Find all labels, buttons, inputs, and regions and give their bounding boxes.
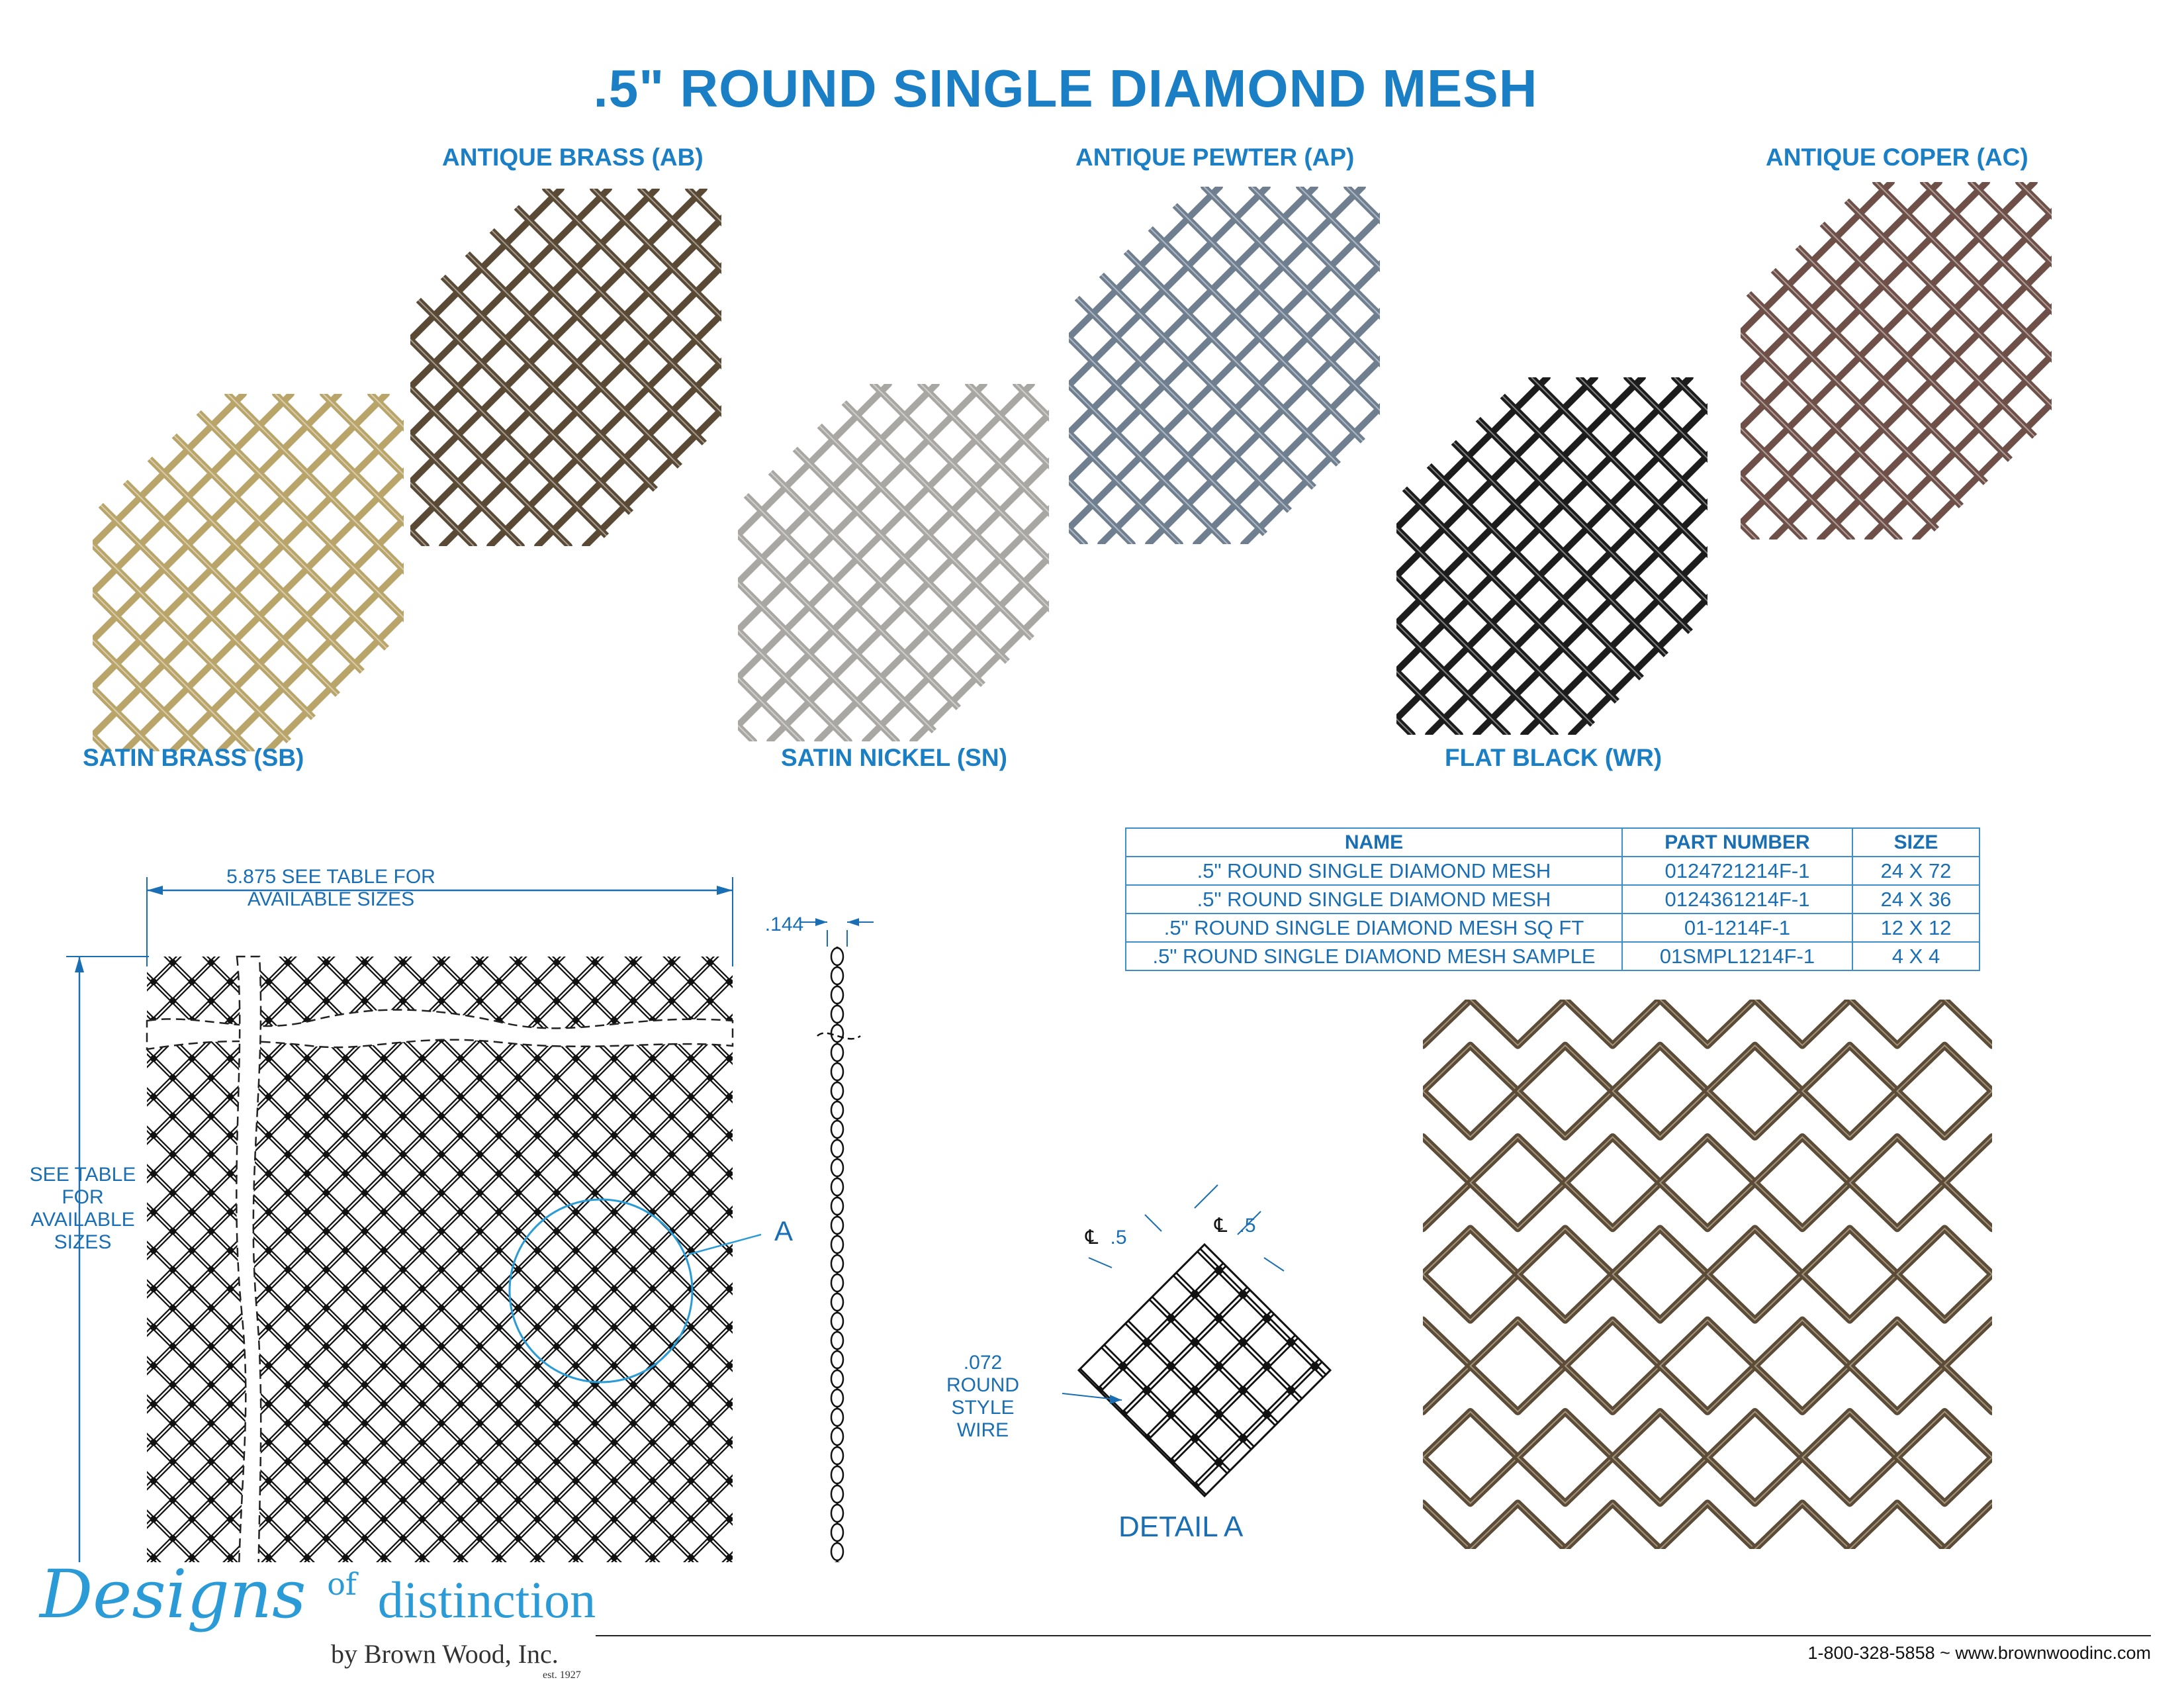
mesh-cell xyxy=(1707,1045,1802,1137)
header-name: NAME xyxy=(1126,828,1622,857)
profile-bead xyxy=(831,1255,843,1272)
finish-label-satin-nickel: SATIN NICKEL (SN) xyxy=(781,744,1007,771)
profile-bead xyxy=(831,1082,843,1100)
large-mesh-sample xyxy=(1423,1000,1992,1549)
mesh-cell xyxy=(1850,1320,1944,1411)
mesh-cell xyxy=(1944,1137,1992,1229)
profile-bead xyxy=(831,1524,843,1541)
mesh-cell xyxy=(1660,1137,1754,1229)
table-row xyxy=(1126,885,1979,914)
spec-table xyxy=(1125,827,1980,971)
mesh-cell xyxy=(1613,1229,1707,1320)
mesh-cell xyxy=(1471,1503,1565,1549)
profile-bead xyxy=(831,986,843,1004)
mesh-cell xyxy=(1802,1045,1897,1137)
height-note: SEE TABLE FOR AVAILABLE SIZES xyxy=(29,1164,136,1253)
mesh-cell xyxy=(1518,1045,1612,1137)
detail-a-label: DETAIL A xyxy=(1118,1511,1244,1543)
profile-bead xyxy=(831,1505,843,1522)
brand-subtitle: by Brown Wood, Inc. xyxy=(331,1639,559,1669)
mesh-cell xyxy=(1660,1000,1754,1045)
brand-designs: Designs xyxy=(40,1556,306,1633)
mesh-cell xyxy=(1897,1412,1992,1503)
cell-part-number: 01SMPL1214F-1 xyxy=(1622,942,1852,970)
profile-bead xyxy=(831,1140,843,1157)
mesh-cell xyxy=(1755,1320,1850,1411)
mesh-cell xyxy=(1565,1320,1660,1411)
mesh-cell xyxy=(1613,1412,1707,1503)
swatch-flat-black xyxy=(1396,377,1707,735)
mesh-cell xyxy=(1423,1320,1471,1411)
profile-bead xyxy=(831,1428,843,1445)
profile-bead xyxy=(831,1409,843,1426)
mesh-cell xyxy=(1613,1045,1707,1137)
profile-bead xyxy=(831,1044,843,1061)
profile-bead xyxy=(831,948,843,965)
profile-bead xyxy=(831,967,843,984)
mesh-cell xyxy=(1944,1320,1992,1411)
mesh-cell xyxy=(1423,1412,1518,1503)
profile-bead xyxy=(831,1121,843,1138)
profile-bead xyxy=(831,1370,843,1387)
mesh-cell xyxy=(1565,1503,1660,1549)
mesh-cell xyxy=(1518,1412,1612,1503)
swatch-satin-nickel xyxy=(738,384,1049,741)
mesh-panel-fill xyxy=(147,957,733,1562)
profile-bead xyxy=(831,1197,843,1215)
swatch-satin-brass xyxy=(93,394,404,751)
profile-bead xyxy=(831,1063,843,1080)
brand-distinction: distinction xyxy=(377,1571,596,1628)
thickness-note: .144 xyxy=(764,914,804,935)
finish-label-satin-brass: SATIN BRASS (SB) xyxy=(83,744,304,771)
brand-logo xyxy=(40,1556,596,1633)
mesh-cell xyxy=(1471,1137,1565,1229)
contact-info: 1-800-328-5858 ~ www.brownwoodinc.com xyxy=(1807,1643,2151,1663)
mesh-cell xyxy=(1660,1320,1754,1411)
mesh-cell xyxy=(1471,1000,1565,1045)
profile-bead xyxy=(831,1006,843,1023)
swatch-antique-brass xyxy=(410,189,721,546)
side-profile xyxy=(831,948,843,1562)
profile-bead xyxy=(831,1332,843,1349)
finish-label-antique-brass: ANTIQUE BRASS (AB) xyxy=(442,144,704,171)
brand-of: of xyxy=(327,1566,357,1602)
finish-label-flat-black: FLAT BLACK (WR) xyxy=(1445,744,1662,771)
detail-a-drawing xyxy=(1046,1172,1363,1516)
mesh-cell xyxy=(1755,1000,1850,1045)
header-size: SIZE xyxy=(1852,828,1979,857)
profile-bead xyxy=(831,1351,843,1368)
mesh-cell xyxy=(1471,1320,1565,1411)
wire-note: .072 ROUND STYLE WIRE xyxy=(946,1352,1019,1441)
profile-bead xyxy=(831,1159,843,1176)
mesh-cell xyxy=(1897,1045,1992,1137)
cell-size: 24 X 36 xyxy=(1852,885,1979,914)
profile-bead xyxy=(831,1466,843,1483)
cell-part-number: 0124361214F-1 xyxy=(1622,885,1852,914)
mesh-cell xyxy=(1707,1412,1802,1503)
profile-bead xyxy=(831,1236,843,1253)
mesh-cell xyxy=(1897,1229,1992,1320)
pitch-note-right: .5 xyxy=(1239,1215,1256,1237)
centerline-icon: ℄ xyxy=(1214,1215,1228,1237)
profile-bead xyxy=(831,1485,843,1503)
finish-label-antique-pewter: ANTIQUE PEWTER (AP) xyxy=(1075,144,1355,171)
mesh-cell xyxy=(1423,1045,1518,1137)
table-row xyxy=(1126,942,1979,970)
mesh-cell xyxy=(1660,1503,1754,1549)
profile-bead xyxy=(831,1274,843,1291)
header-part-number: PART NUMBER xyxy=(1622,828,1852,857)
pitch-note-left: .5 xyxy=(1110,1227,1127,1248)
width-note: 5.875 SEE TABLE FOR AVAILABLE SIZES xyxy=(226,866,435,910)
mesh-cell xyxy=(1755,1137,1850,1229)
profile-bead xyxy=(831,1447,843,1464)
table-row xyxy=(1126,857,1979,885)
mesh-cell xyxy=(1423,1137,1471,1229)
profile-bead xyxy=(831,1217,843,1234)
swatch-antique-pewter xyxy=(1069,187,1380,544)
cell-part-number: 0124721214F-1 xyxy=(1622,857,1852,885)
mesh-cell xyxy=(1565,1000,1660,1045)
cell-name: .5" ROUND SINGLE DIAMOND MESH SQ FT xyxy=(1126,914,1622,942)
page-title: .5" ROUND SINGLE DIAMOND MESH xyxy=(593,59,1538,118)
detail-callout-a: A xyxy=(774,1215,794,1246)
cell-name: .5" ROUND SINGLE DIAMOND MESH xyxy=(1126,857,1622,885)
profile-bead xyxy=(831,1178,843,1196)
footer-divider xyxy=(596,1635,2151,1636)
finish-label-antique-copper: ANTIQUE COPER (AC) xyxy=(1766,144,2028,171)
mesh-panel-drawing xyxy=(0,847,927,1562)
mesh-cell xyxy=(1423,1229,1518,1320)
table-row xyxy=(1126,914,1979,942)
centerline-icon: ℄ xyxy=(1085,1227,1099,1248)
mesh-cell xyxy=(1850,1137,1944,1229)
mesh-cell xyxy=(1850,1503,1944,1549)
cell-size: 12 X 12 xyxy=(1852,914,1979,942)
profile-bead xyxy=(831,1102,843,1119)
mesh-cell xyxy=(1850,1000,1944,1045)
table-header-row xyxy=(1126,828,1979,857)
cell-size: 4 X 4 xyxy=(1852,942,1979,970)
cell-name: .5" ROUND SINGLE DIAMOND MESH SAMPLE xyxy=(1126,942,1622,970)
mesh-cell xyxy=(1518,1229,1612,1320)
mesh-cell xyxy=(1707,1229,1802,1320)
mesh-cell xyxy=(1802,1412,1897,1503)
cell-name: .5" ROUND SINGLE DIAMOND MESH xyxy=(1126,885,1622,914)
mesh-cell xyxy=(1802,1229,1897,1320)
swatch-antique-copper xyxy=(1741,182,2052,539)
cell-size: 24 X 72 xyxy=(1852,857,1979,885)
profile-bead xyxy=(831,1389,843,1407)
profile-bead xyxy=(831,1293,843,1311)
profile-bead xyxy=(831,1025,843,1042)
profile-bead xyxy=(831,1313,843,1330)
brand-established: est. 1927 xyxy=(543,1669,581,1681)
cell-part-number: 01-1214F-1 xyxy=(1622,914,1852,942)
profile-bead xyxy=(831,1543,843,1560)
mesh-cell xyxy=(1755,1503,1850,1549)
mesh-cell xyxy=(1565,1137,1660,1229)
